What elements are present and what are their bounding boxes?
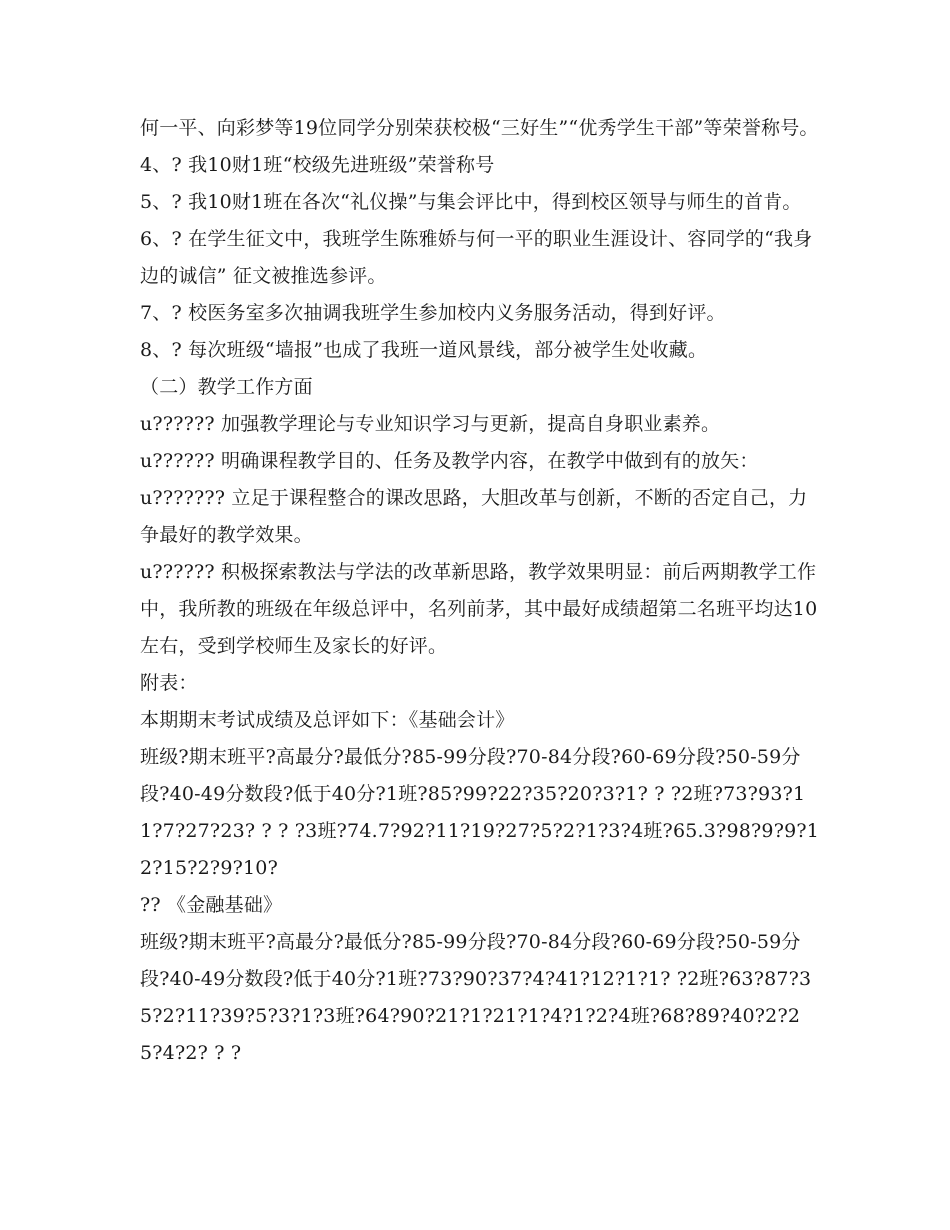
section-heading-teaching: （二）教学工作方面	[140, 376, 313, 398]
paragraph-item-4: 4、? 我10财1班“校级先进班级”荣誉称号	[140, 154, 495, 176]
paragraph-item-7: 7、? 校医务室多次抽调我班学生参加校内义务服务活动，得到好评。	[140, 302, 726, 324]
bullet-reform: u??????? 立足于课程整合的课改思路，大胆改革与创新，不断的否定自己，力争最好的教学效果。	[140, 487, 808, 546]
bullet-theory-study: u?????? 加强教学理论与专业知识学习与更新，提高自身职业素养。	[140, 413, 721, 435]
scores-intro-accounting: 本期期末考试成绩及总评如下：《基础会计》	[140, 709, 515, 731]
scores-title-finance: ?? 《金融基础》	[140, 894, 283, 916]
paragraph-honors: 何一平、向彩梦等19位同学分别荣获校极“三好生”“优秀学生干部”等荣誉称号。	[140, 117, 819, 139]
document-body	[140, 110, 820, 1072]
scores-finance: 班级?期末班平?高最分?最低分?85-99分段?70-84分段?60-69分段?50-59分段?40-49分数段?低于40分?1班?73?90?37?4?41?12?1?1? ?2班?63?87?35?2?11?39?5?3?1?3班?64?90?21?1?21?1?4?1?2?4班?68?89?40?2?25?4?2? ? ?	[140, 931, 812, 1064]
bullet-methods: u?????? 积极探索教法与学法的改革新思路，教学效果明显：前后两期教学工作中，我所教的班级在年级总评中，名列前茅，其中最好成绩超第二名班平均达10左右，受到学校师生及家长的好评。	[140, 561, 818, 657]
scores-accounting: 班级?期末班平?高最分?最低分?85-99分段?70-84分段?60-69分段?50-59分段?40-49分数段?低于40分?1班?85?99?22?35?20?3?1? ? ?2班?73?93?11?7?27?23? ? ? ?3班?74.7?92?11?19?27?5?2?1?3?4班?65.3?98?9?9?12?15?2?9?10?	[140, 746, 820, 879]
paragraph-item-6: 6、? 在学生征文中，我班学生陈雅娇与何一平的职业生涯设计、容同学的“我身边的诚信” 征文被推选参评。	[140, 228, 813, 287]
appendix-label: 附表：	[140, 672, 198, 694]
paragraph-item-5: 5、? 我10财1班在各次“礼仪操”与集会评比中，得到校区领导与师生的首肯。	[140, 191, 802, 213]
bullet-course-goals: u?????? 明确课程教学目的、任务及教学内容，在教学中做到有的放矢：	[140, 450, 759, 472]
paragraph-item-8: 8、? 每次班级“墙报”也成了我班一道风景线，部分被学生处收藏。	[140, 339, 708, 361]
